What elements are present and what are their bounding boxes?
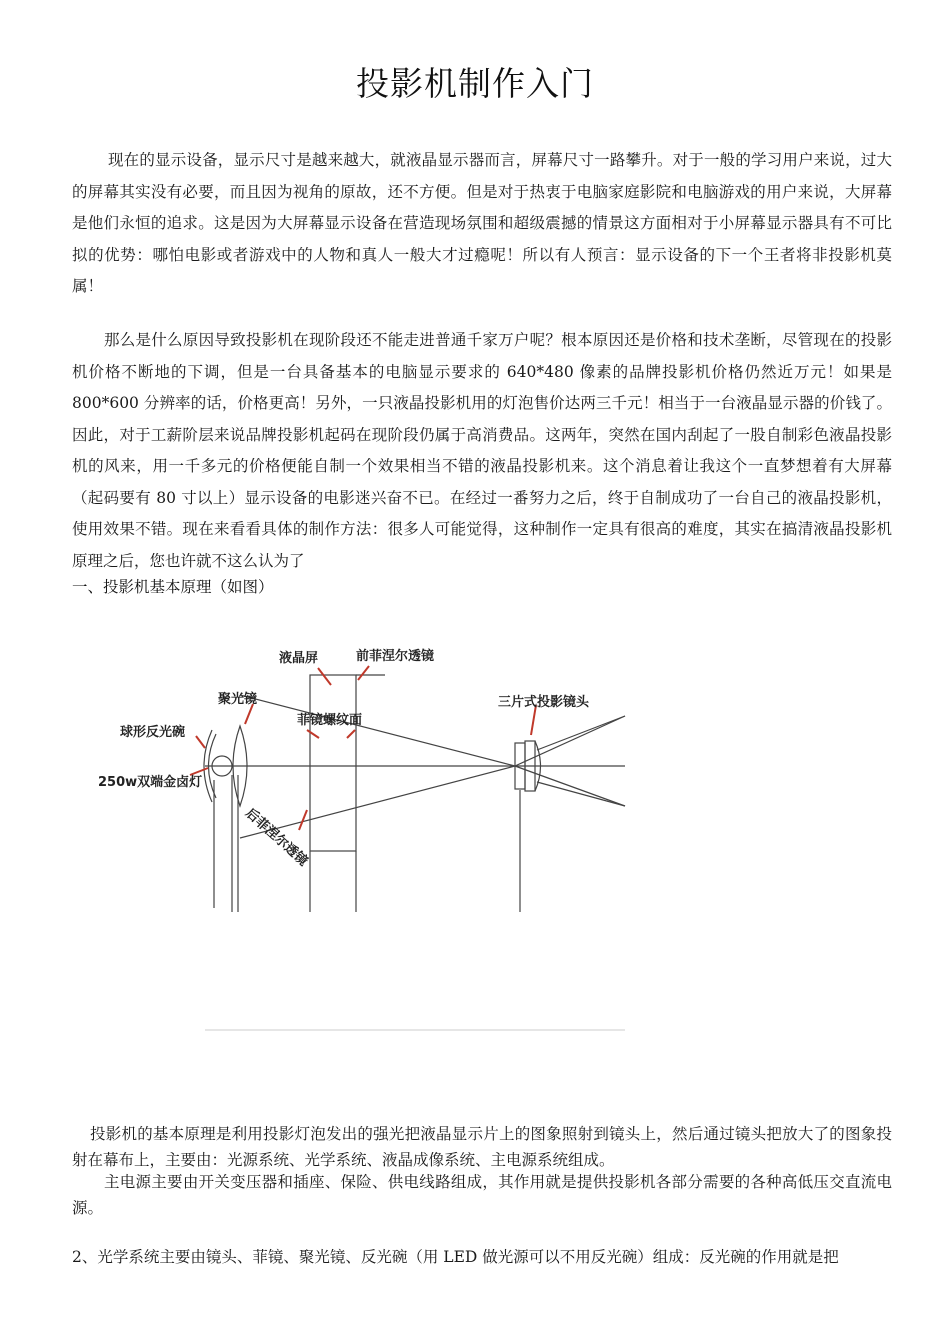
paragraph-optics: 2、光学系统主要由镜头、菲镜、聚光镜、反光碗（用 LED 做光源可以不用反光碗）组成：反光碗的作用就是把 — [72, 1248, 839, 1266]
label-reflector: 球形反光碗 — [120, 725, 186, 740]
projector-principle-diagram — [0, 600, 950, 1050]
paragraph-principle: 投影机的基本原理是利用投影灯泡发出的强光把液晶显示片上的图象照射到镜头上，然后通过镜头把放大了的图象投射在幕布上，主要由：光源系统、光学系统、液晶成像系统、主电源系统组成。 — [72, 1125, 892, 1169]
label-three-lens: 三片式投影镜头 — [498, 695, 590, 710]
label-rear-fresnel: 后菲涅尔透镜 — [242, 805, 311, 870]
label-lamp: 250w双端金卤灯 — [98, 775, 203, 790]
paragraph-power: 主电源主要由开关变压器和插座、保险、供电线路组成，其作用就是提供投影机各部分需要的各种高低压交直流电源。 — [72, 1173, 892, 1217]
page-title: 投影机制作入门 — [356, 64, 594, 103]
paragraph-intro: 现在的显示设备，显示尺寸是越来越大，就液晶显示器而言，屏幕尺寸一路攀升。对于一般的学习用户来说，过大的屏幕其实没有必要，而且因为视角的原故，还不方便。但是对于热衷于电脑家庭影院和电脑游戏的用户来说，大屏幕是他们永恒的追求。这是因为大屏幕显示设备在营造现场氛围和超级震撼的情景这方面相对于小屏幕显示器具有不可比拟的优势：哪怕电影或者游戏中的人物和真人一般大才过瘾呢！所以有人预言：显示设备的下一个王者将非投影机莫属！ — [72, 151, 892, 295]
label-condenser: 聚光镜 — [218, 692, 258, 707]
label-lcd-screen: 液晶屏 — [279, 651, 319, 666]
paragraph-price: 那么是什么原因导致投影机在现阶段还不能走进普通千家万户呢？根本原因还是价格和技术垄断，尽管现在的投影机价格不断地的下调，但是一台具备基本的电脑显示要求的 640*480 像素的品牌投影机价格仍然近万元！如果是 800*600 分辨率的话，价格更高！另外，一只液晶投影机用的灯泡售价达两三千元！相当于一台液晶显示器的价钱了。因此，对于工薪阶层来说品牌投影机起码在现阶段仍属于高消费品。这两年，突然在国内刮起了一股自制彩色液晶投影机的风来，用一千多元的价格便能自制一个效果相当不错的液晶投影机来。这个消息着让我这个一直梦想着有大屏幕（起码要有 80 寸以上）显示设备的电影迷兴奋不已。在经过一番努力之后，终于自制成功了一台自己的液晶投影机，使用效果不错。现在来看看具体的制作方法：很多人可能觉得，这种制作一定具有很高的难度，其实在搞清液晶投影机原理之后，您也许就不这么认为了 — [72, 331, 892, 570]
section-heading-principle: 一、投影机基本原理（如图） — [72, 578, 274, 596]
label-fresnel-face: 菲镜螺纹面 — [297, 713, 363, 728]
label-front-fresnel: 前菲涅尔透镜 — [356, 649, 435, 664]
